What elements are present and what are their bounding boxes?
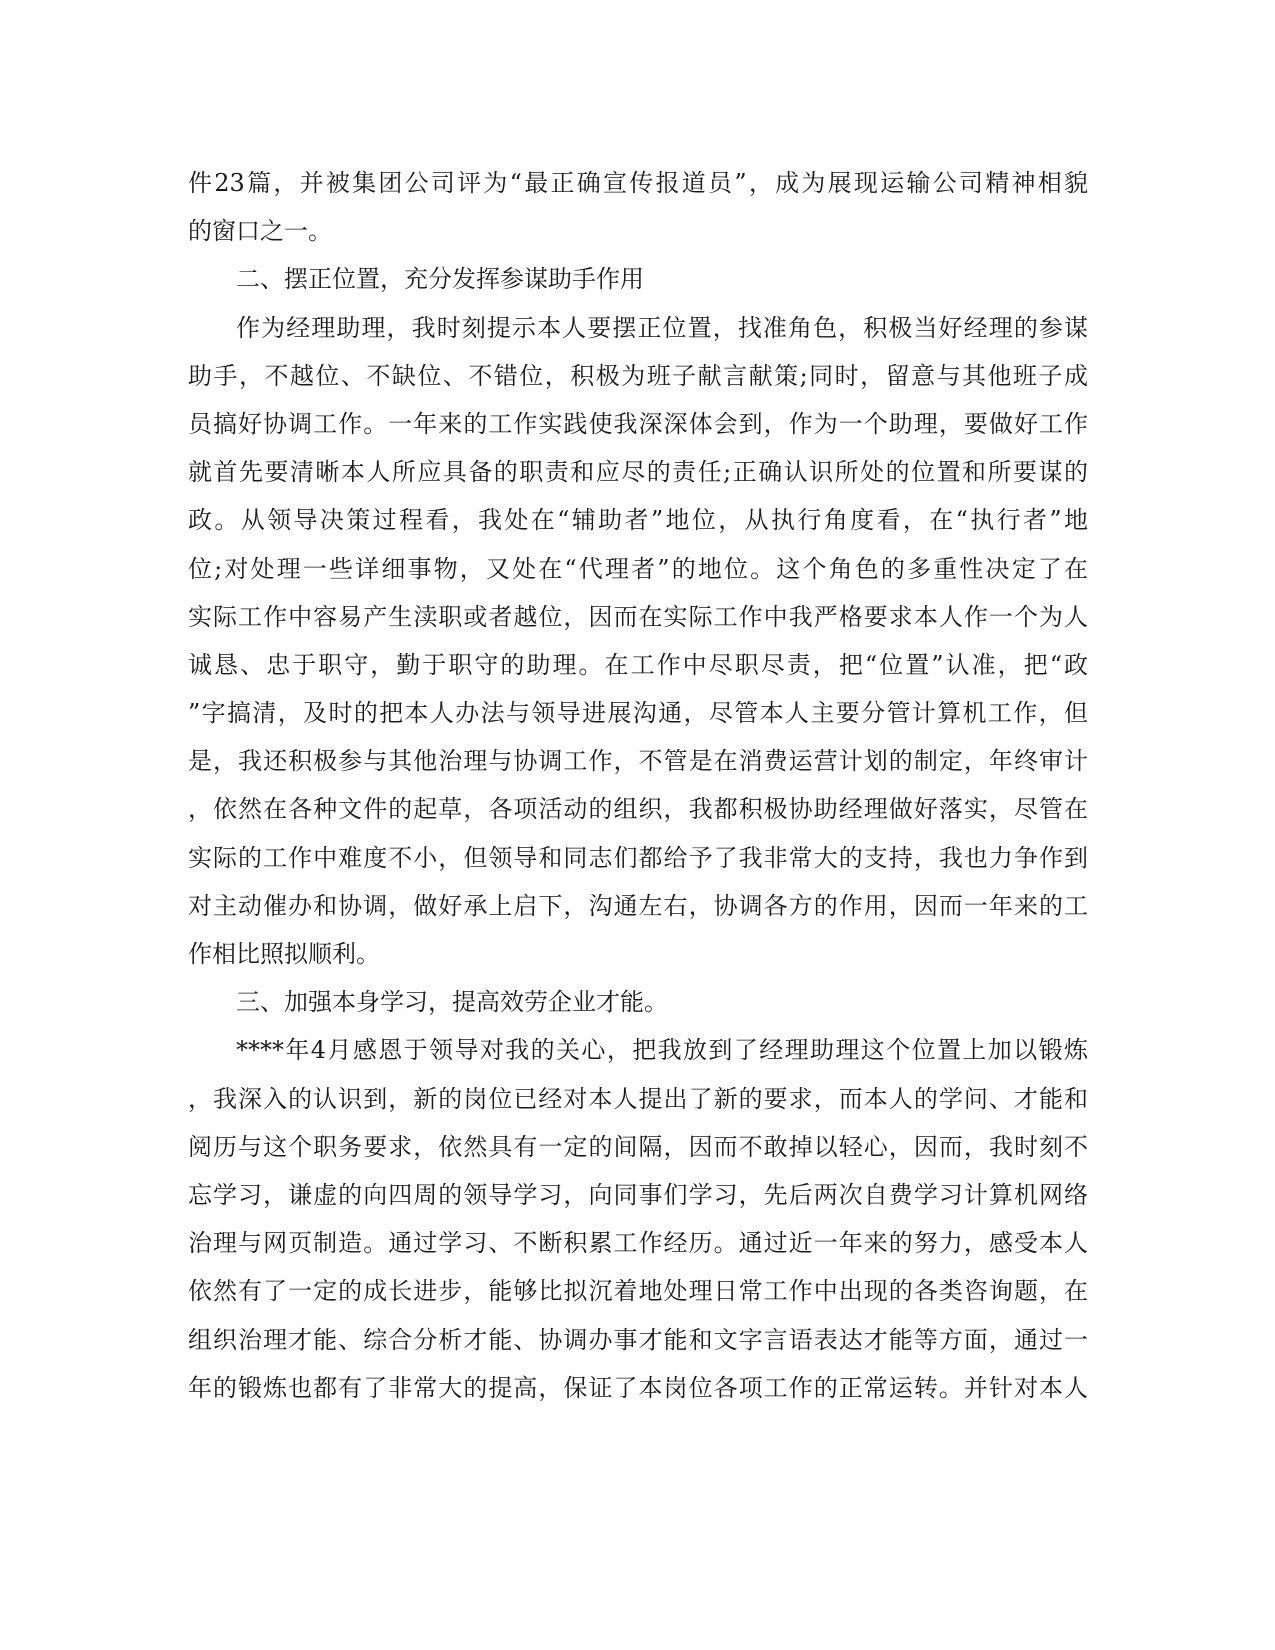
text-line: 就首先要清晰本人所应具备的职责和应尽的责任;正确认识所处的位置和所要谋的 — [188, 458, 1088, 487]
text-line: 对主动催办和协调，做好承上启下，沟通左右，协调各方的作用，因而一年来的工 — [188, 891, 1088, 920]
document-body — [188, 159, 1088, 1412]
text-line: 位;对处理一些详细事物，又处在“代理者”的地位。这个角色的多重性决定了在 — [188, 554, 1088, 583]
text-line: 三、加强本身学习，提高效劳企业才能。 — [236, 988, 668, 1017]
text-line: 实际的工作中难度不小，但领导和同志们都给予了我非常大的支持，我也力争作到 — [188, 843, 1088, 872]
text-line: 治理与网页制造。通过学习、不断积累工作经历。通过近一年来的努力，感受本人 — [188, 1229, 1088, 1258]
text-line: 作相比照拟顺利。 — [188, 940, 380, 968]
text-line: 二、摆正位置，充分发挥参谋助手作用 — [236, 265, 644, 294]
text-line: 助手，不越位、不缺位、不错位，积极为班子献言献策;同时，留意与其他班子成 — [188, 361, 1088, 390]
text-line: 阅历与这个职务要求，依然具有一定的间隔，因而不敢掉以轻心，因而，我时刻不 — [188, 1132, 1088, 1161]
text-line: 实际工作中容易产生渎职或者越位，因而在实际工作中我严格要求本人作一个为人 — [188, 602, 1088, 631]
text-line: 政。从领导决策过程看，我处在“辅助者”地位，从执行角度看，在“执行者”地 — [188, 506, 1088, 535]
text-line: 忘学习，谦虚的向四周的领导学习，向同事们学习，先后两次自费学习计算机网络 — [188, 1180, 1088, 1209]
text-line: 诚恳、忠于职守，勤于职守的助理。在工作中尽职尽责，把“位置”认准，把“政 — [188, 650, 1088, 679]
text-line: 依然有了一定的成长进步，能够比拟沉着地处理日常工作中出现的各类咨询题，在 — [188, 1277, 1088, 1306]
text-line: 作为经理助理，我时刻提示本人要摆正位置，找准角色，积极当好经理的参谋 — [236, 313, 1088, 342]
text-line: ”字搞清，及时的把本人办法与领导进展沟通，尽管本人主要分管计算机工作，但 — [188, 699, 1088, 728]
text-line: ，依然在各种文件的起草，各项活动的组织，我都积极协助经理做好落实，尽管在 — [188, 795, 1088, 824]
text-line: 的窗口之一。 — [188, 217, 332, 246]
text-line: 年的锻炼也都有了非常大的提高，保证了本岗位各项工作的正常运转。并针对本人 — [188, 1373, 1088, 1402]
text-line: 件23篇，并被集团公司评为“最正确宣传报道员”，成为展现运输公司精神相貌 — [188, 169, 1088, 197]
text-line: 组织治理才能、综合分析才能、协调办事才能和文字言语表达才能等方面，通过一 — [188, 1325, 1088, 1354]
text-line: 是，我还积极参与其他治理与协调工作，不管是在消费运营计划的制定，年终审计 — [188, 747, 1088, 776]
text-line: ****年4月感恩于领导对我的关心，把我放到了经理助理这个位置上加以锻炼 — [236, 1036, 1088, 1065]
text-line: ，我深入的认识到，新的岗位已经对本人提出了新的要求，而本人的学问、才能和 — [188, 1084, 1088, 1113]
text-line: 员搞好协调工作。一年来的工作实践使我深深体会到，作为一个助理，要做好工作 — [188, 409, 1088, 438]
